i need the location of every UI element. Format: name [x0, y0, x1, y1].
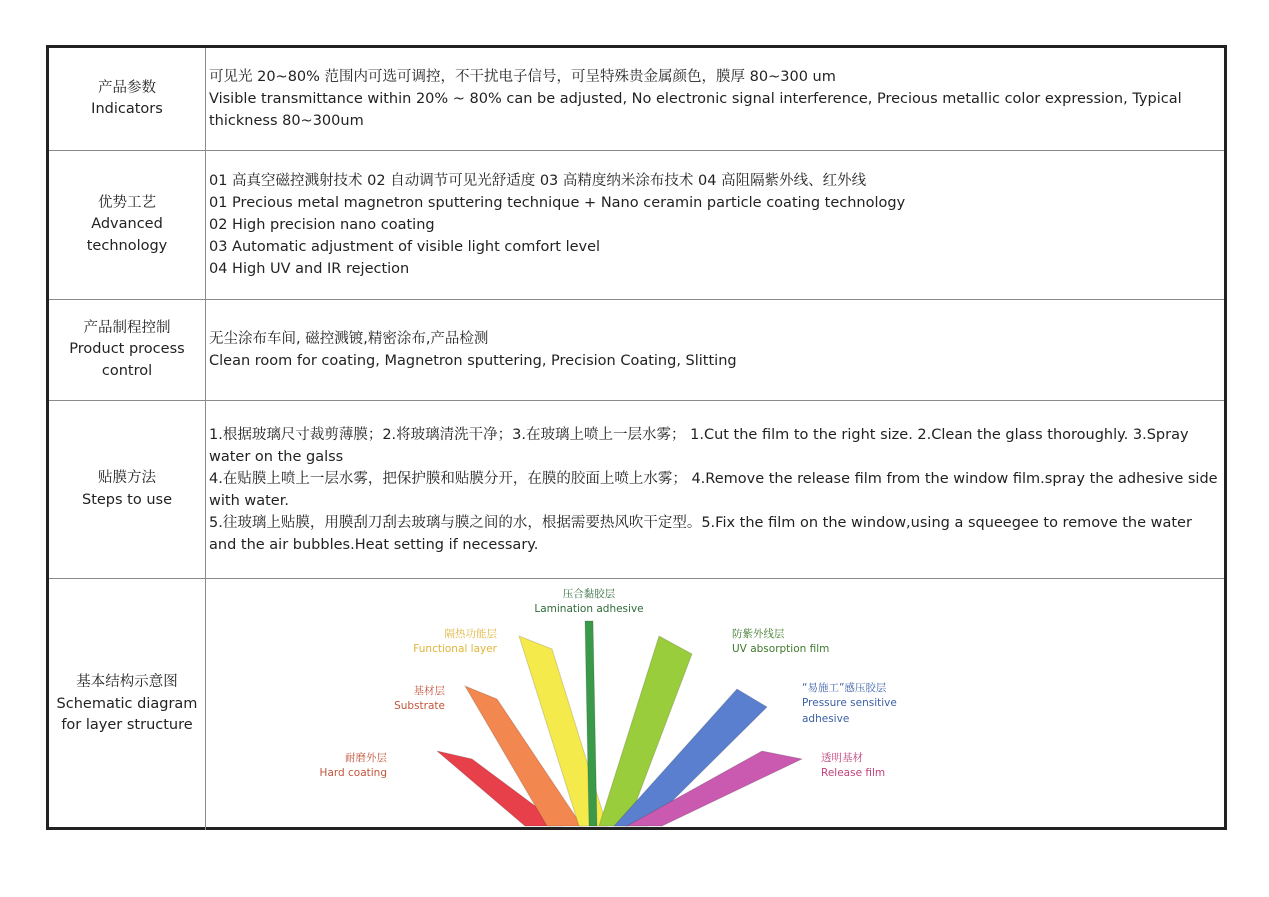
layer-label-en: Hard coating: [319, 767, 387, 779]
content-line: 1.根据玻璃尺寸裁剪薄膜；2.将玻璃清洗干净；3.在玻璃上喷上一层水雾； 1.Cut the film to the right size. 2.Clean the glass thoroughly. 3.Spray water on the galss: [209, 426, 1189, 465]
content-line: 可见光 20~80% 范围内可选可调控，不干扰电子信号，可呈特殊贵金属颜色，膜厚 80~300 um: [209, 69, 836, 85]
label-zh: 产品参数: [98, 79, 156, 96]
layer-label-zh: 耐磨外层: [345, 752, 387, 764]
layer-label-en: adhesive: [802, 713, 850, 725]
label-zh: 贴膜方法: [98, 470, 156, 486]
content-line: 5.往玻璃上贴膜，用膜刮刀刮去玻璃与膜之间的水，根据需要热风吹干定型。5.Fix the film on the window,using a squeegee to remove the water and the air bubbles.Heat setting if necessary.: [209, 514, 1192, 553]
label-en: for layer structure: [61, 717, 193, 734]
content-line: Visible transmittance within 20% ~ 80% can be adjusted, No electronic signal interference, Precious metallic color expression, Typical thickness 80~300um: [209, 91, 1182, 129]
label-zh: 产品制程控制: [83, 319, 171, 336]
layer-label-zh: 隔热功能层: [444, 628, 497, 640]
label-zh: 优势工艺: [98, 194, 156, 211]
layer-label-en: Release film: [821, 767, 886, 779]
label-en: control: [101, 362, 153, 379]
row-content: [207, 151, 1224, 299]
content-line: 01 高真空磁控溅射技术 02 自动调节可见光舒适度 03 高精度纳米涂布技术 04 高阻隔紫外线、红外线: [209, 173, 867, 189]
layer-label-zh: 透明基材: [821, 752, 863, 764]
label-zh: 基本结构示意图: [76, 674, 178, 691]
row-label: [49, 300, 206, 400]
label-en: technology: [86, 237, 168, 254]
label-en: Indicators: [91, 101, 163, 117]
layer-label-en: UV absorption film: [732, 643, 830, 655]
content-line: 03 Automatic adjustment of visible light comfort level: [209, 239, 601, 255]
label-en: Advanced: [91, 216, 163, 233]
row-content: [207, 401, 1224, 578]
label-en: Product process: [69, 341, 185, 358]
layer-label-zh: “易施工”感压胶层: [802, 682, 887, 694]
label-en: Schematic diagram: [56, 695, 198, 712]
content-line: 02 High precision nano coating: [209, 217, 435, 233]
row-label: [49, 151, 206, 299]
content-line: 04 High UV and IR rejection: [209, 261, 410, 277]
layer-fan-svg: [207, 579, 1227, 829]
row-indicators: [49, 48, 1224, 151]
layer-label-zh: 防紫外线层: [732, 628, 785, 640]
row-schematic: [49, 579, 1224, 830]
spec-sheet: [46, 45, 1227, 830]
content-line: 4.在贴膜上喷上一层水雾，把保护膜和贴膜分开，在膜的胶面上喷上水雾； 4.Remove the release film from the window film.spray the adhesive side with water.: [209, 470, 1218, 509]
row-label: [49, 579, 206, 830]
content-line: Clean room for coating, Magnetron sputtering, Precision Coating, Slitting: [209, 353, 737, 369]
row-label: [49, 48, 206, 150]
layer-label-en: Functional layer: [413, 643, 497, 655]
content-line: 01 Precious metal magnetron sputtering technique + Nano ceramin particle coating technology: [209, 195, 906, 211]
row-content: [207, 300, 1224, 400]
layer-label-en: Lamination adhesive: [534, 603, 644, 615]
layer-label-en: Substrate: [394, 700, 445, 712]
label-en: Steps to use: [81, 491, 172, 508]
layer-label-zh: 压合黏胶层: [562, 588, 616, 600]
row-steps-to-use: [49, 401, 1224, 579]
layer-label-zh: 基材层: [413, 685, 445, 697]
layer-structure-diagram: [207, 579, 1227, 829]
row-label: [49, 401, 206, 578]
row-advanced-technology: [49, 151, 1224, 300]
content-line: 无尘涂布车间, 磁控溅镀,精密涂布,产品检测: [209, 331, 489, 347]
layer-labels: [320, 587, 897, 779]
layer-label-en: Pressure sensitive: [802, 697, 897, 709]
row-process-control: [49, 300, 1224, 401]
row-content: [207, 48, 1224, 150]
